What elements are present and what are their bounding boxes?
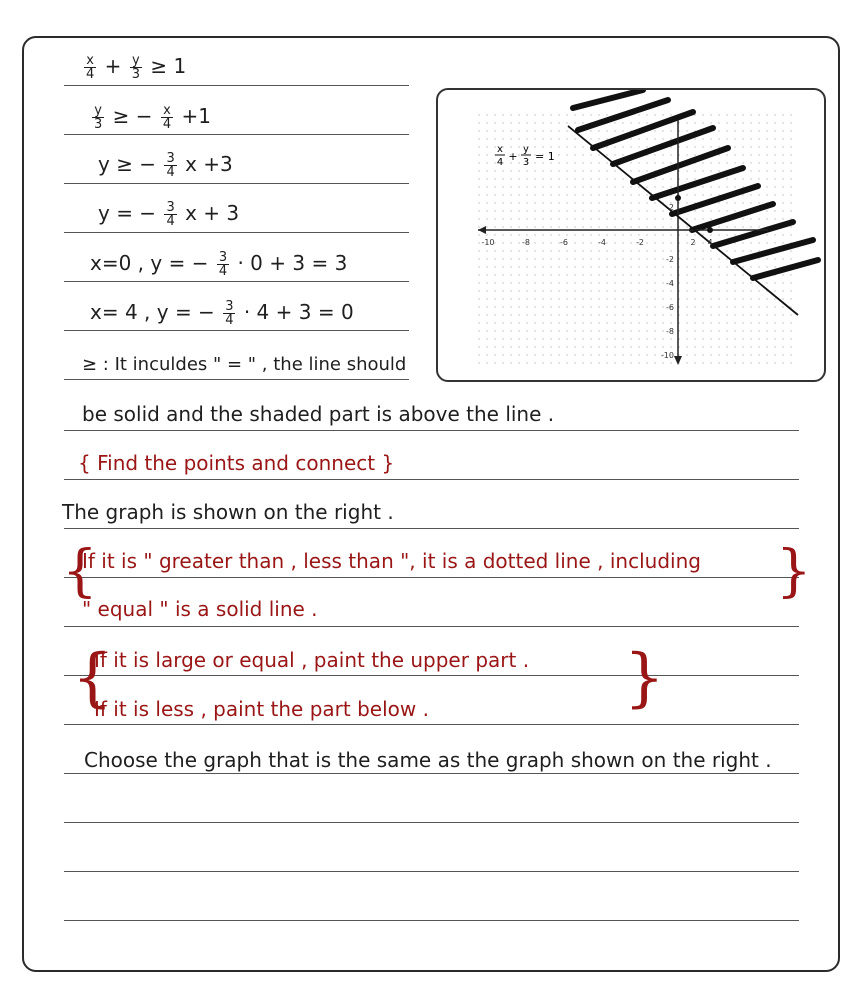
rule-line (64, 379, 409, 380)
rule-paint-below: If it is less , paint the part below . (94, 697, 429, 721)
fraction: $\frac{3}{4}$ (166, 200, 175, 229)
svg-text:-4: -4 (598, 238, 606, 247)
rule-line (64, 430, 799, 431)
fraction: $\frac{y}{3}$ (131, 53, 141, 82)
svg-text:y: y (523, 144, 529, 155)
svg-text:-8: -8 (666, 327, 674, 336)
rule-line (64, 626, 799, 627)
svg-text:4: 4 (707, 238, 713, 247)
svg-text:-8: -8 (522, 238, 530, 247)
intercept-point (675, 195, 681, 201)
rule-line (64, 281, 409, 282)
svg-text:2: 2 (668, 203, 674, 212)
rule-line (64, 773, 799, 774)
note-solid-line: ≥ : It inculdes " = " , the line should (82, 354, 407, 375)
rule-line (64, 822, 799, 823)
svg-text:x: x (497, 144, 503, 155)
rule-line (64, 183, 409, 184)
svg-text:-6: -6 (666, 303, 674, 312)
svg-text:2: 2 (690, 238, 696, 247)
rule-line (64, 479, 799, 480)
step-point-x0: x=0 , y = − $\frac{3}{4}$ · 0 + 3 = 3 (90, 250, 348, 279)
rule-paint-upper: If it is large or equal , paint the upper part . (94, 648, 530, 672)
rule-line (64, 724, 799, 725)
svg-text:-10: -10 (481, 238, 495, 247)
step-boundary-line: y = − $\frac{3}{4}$ x + 3 (98, 200, 240, 229)
left-brace: { (62, 539, 98, 604)
rule-line (64, 871, 799, 872)
note-graph-shown: The graph is shown on the right . (62, 500, 394, 524)
rule-line (64, 920, 799, 921)
svg-text:-2: -2 (636, 238, 644, 247)
rule-line (64, 330, 409, 331)
rule-line (64, 577, 799, 578)
right-brace: } (776, 539, 812, 604)
rule-line (64, 85, 409, 86)
fraction: $\frac{y}{3}$ (94, 103, 103, 132)
note-find-points: { Find the points and connect } (78, 451, 395, 475)
left-brace: { (72, 641, 113, 715)
rule-line (64, 232, 409, 233)
fraction: $\frac{3}{4}$ (166, 151, 175, 180)
note-shaded-above: be solid and the shaded part is above the line . (82, 402, 555, 426)
fraction: $\frac{x}{4}$ (162, 103, 172, 132)
svg-text:-10: -10 (660, 351, 674, 360)
rule-line (64, 528, 799, 529)
rule-line (64, 675, 799, 676)
rule-solid-line: " equal " is a solid line . (82, 597, 318, 621)
svg-text:4: 4 (496, 157, 504, 168)
fraction: $\frac{x}{4}$ (86, 53, 95, 82)
rule-dotted-line: If it is " greater than , less than ", it is a dotted line , including (82, 549, 701, 573)
svg-text:-4: -4 (666, 279, 674, 288)
right-brace: } (624, 641, 665, 715)
step-inequality: $\frac{x}{4}$ + $\frac{y}{3}$ ≥ 1 (86, 53, 187, 82)
svg-text:+: + (508, 150, 518, 163)
notebook-sheet (22, 36, 840, 972)
svg-text:3: 3 (522, 157, 530, 168)
rule-line (64, 134, 409, 135)
note-choose-graph: Choose the graph that is the same as the graph shown on the right . (84, 748, 772, 772)
step-slope-form: y ≥ − $\frac{3}{4}$ x +3 (98, 151, 233, 180)
fraction: $\frac{3}{4}$ (225, 299, 234, 328)
fraction: $\frac{3}{4}$ (218, 250, 228, 279)
step-point-x4: x= 4 , y = − $\frac{3}{4}$ · 4 + 3 = 0 (90, 299, 354, 328)
intercept-point (707, 227, 713, 233)
svg-text:= 1: = 1 (535, 150, 555, 163)
svg-text:-6: -6 (560, 238, 568, 247)
svg-text:-2: -2 (666, 255, 674, 264)
inequality-graph (438, 90, 824, 380)
step-isolate-y: $\frac{y}{3}$ ≥ − $\frac{x}{4}$ +1 (94, 103, 211, 132)
graph-panel (436, 88, 826, 382)
